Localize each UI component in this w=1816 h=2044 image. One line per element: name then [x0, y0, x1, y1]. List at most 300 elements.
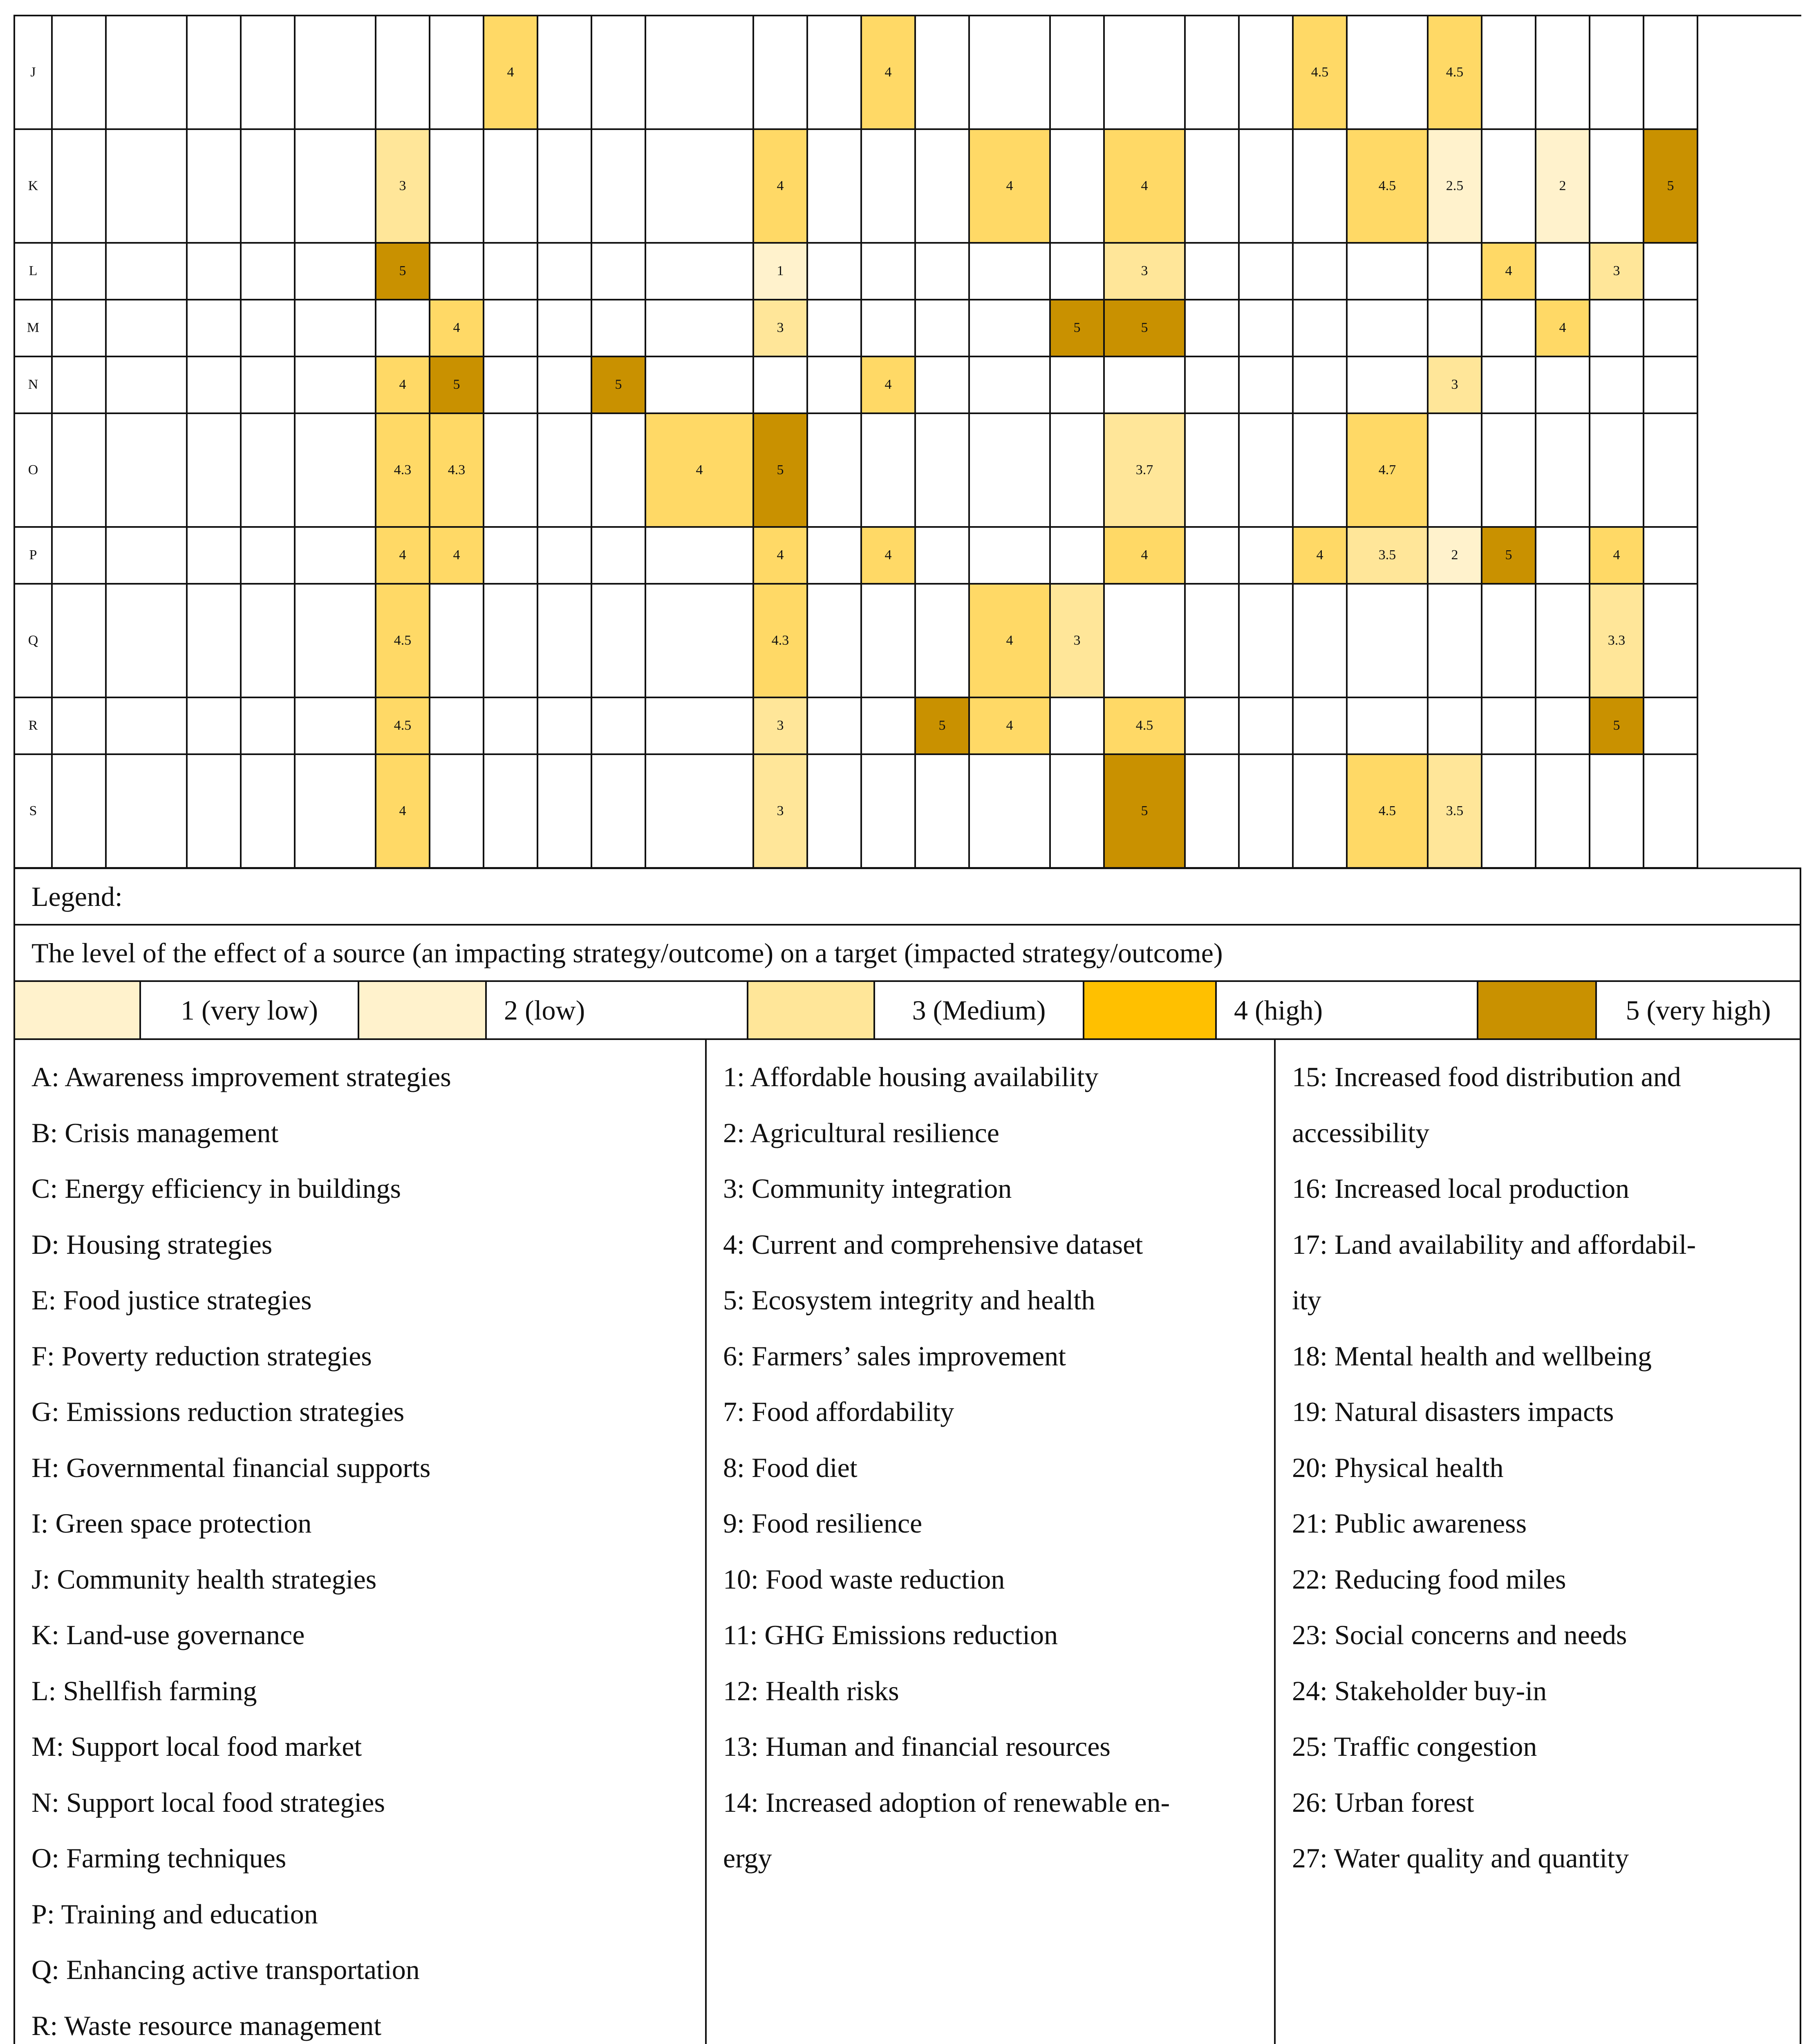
matrix-empty-cell	[970, 528, 1051, 585]
matrix-value-cell: 4.5	[1348, 130, 1429, 244]
matrix-empty-cell	[862, 698, 916, 755]
matrix-empty-cell	[1644, 755, 1698, 869]
legend-description: The level of the effect of a source (an impacting strategy/outcome) on a target (impacted strategy/outcome)	[31, 937, 1223, 968]
key-item: 10: Food waste reduction	[723, 1563, 1005, 1595]
matrix-empty-cell	[808, 585, 862, 698]
matrix-empty-cell	[1294, 357, 1348, 414]
matrix-empty-cell	[592, 244, 646, 300]
matrix-empty-cell	[646, 130, 754, 244]
matrix-empty-cell	[1536, 244, 1590, 300]
key-item: G: Emissions reduction strategies	[31, 1396, 405, 1427]
matrix-empty-cell	[538, 698, 592, 755]
key-item: 3: Community integration	[723, 1173, 1012, 1204]
key-item: O: Farming techniques	[31, 1842, 287, 1874]
key-item-line: ity	[1292, 1284, 1321, 1316]
matrix-value-cell: 4	[376, 755, 430, 869]
outcomes-key-column-1	[705, 1040, 1274, 2044]
matrix-value-cell: 4	[862, 528, 916, 585]
matrix-empty-cell	[970, 755, 1051, 869]
matrix-empty-cell	[296, 357, 376, 414]
matrix-value-cell: 4	[754, 130, 808, 244]
matrix-value-cell: 4.3	[754, 585, 808, 698]
matrix-value-cell: 5	[1105, 300, 1186, 357]
key-item: 1: Affordable housing availability	[723, 1061, 1099, 1092]
matrix-empty-cell	[538, 528, 592, 585]
matrix-value-cell: 4	[484, 16, 538, 130]
matrix-empty-cell	[1536, 357, 1590, 414]
matrix-empty-cell	[1644, 414, 1698, 528]
matrix-empty-cell	[1482, 414, 1536, 528]
matrix-value-cell: 3	[1590, 244, 1644, 300]
matrix-empty-cell	[1294, 755, 1348, 869]
matrix-empty-cell	[188, 244, 242, 300]
matrix-empty-cell	[1051, 130, 1105, 244]
matrix-empty-cell	[296, 528, 376, 585]
matrix-value-cell: 3.5	[1429, 755, 1482, 869]
row-label: Q	[15, 585, 53, 698]
matrix-empty-cell	[1186, 130, 1240, 244]
matrix-empty-cell	[862, 244, 916, 300]
matrix-empty-cell	[107, 130, 188, 244]
matrix-empty-cell	[1348, 357, 1429, 414]
key-item: P: Training and education	[31, 1898, 318, 1930]
matrix-empty-cell	[242, 414, 296, 528]
matrix-empty-cell	[646, 244, 754, 300]
matrix-value-cell: 4	[646, 414, 754, 528]
matrix-empty-cell	[1240, 244, 1294, 300]
matrix-empty-cell	[242, 585, 296, 698]
matrix-empty-cell	[107, 528, 188, 585]
matrix-empty-cell	[1051, 16, 1105, 130]
matrix-empty-cell	[53, 585, 107, 698]
matrix-empty-cell	[242, 300, 296, 357]
matrix-empty-cell	[484, 698, 538, 755]
matrix-value-cell: 4.5	[1105, 698, 1186, 755]
matrix-empty-cell	[1105, 357, 1186, 414]
matrix-value-cell: 3	[376, 130, 430, 244]
matrix-empty-cell	[107, 16, 188, 130]
matrix-empty-cell	[296, 130, 376, 244]
matrix-value-cell: 4	[862, 357, 916, 414]
matrix-empty-cell	[1051, 698, 1105, 755]
row-label: R	[15, 698, 53, 755]
key-item: 20: Physical health	[1292, 1452, 1504, 1483]
matrix-empty-cell	[484, 585, 538, 698]
matrix-empty-cell	[646, 300, 754, 357]
matrix-value-cell: 4	[376, 528, 430, 585]
matrix-empty-cell	[1240, 528, 1294, 585]
key-item: F: Poverty reduction strategies	[31, 1340, 372, 1372]
matrix-empty-cell	[188, 528, 242, 585]
matrix-empty-cell	[242, 244, 296, 300]
matrix-empty-cell	[188, 300, 242, 357]
matrix-value-cell: 2.5	[1429, 130, 1482, 244]
matrix-value-cell: 5	[916, 698, 970, 755]
matrix-value-cell: 3	[754, 300, 808, 357]
key-item: R: Waste resource management	[31, 2010, 382, 2041]
matrix-empty-cell	[188, 755, 242, 869]
matrix-empty-cell	[538, 16, 592, 130]
key-item: 4: Current and comprehensive dataset	[723, 1228, 1143, 1260]
matrix-empty-cell	[1186, 300, 1240, 357]
matrix-empty-cell	[430, 755, 484, 869]
matrix-empty-cell	[242, 16, 296, 130]
matrix-empty-cell	[430, 130, 484, 244]
matrix-empty-cell	[1536, 755, 1590, 869]
scale-label-very-low: 1 (very low)	[141, 982, 359, 1038]
key-item: 21: Public awareness	[1292, 1508, 1527, 1539]
matrix-empty-cell	[53, 528, 107, 585]
matrix-empty-cell	[646, 357, 754, 414]
matrix-empty-cell	[242, 755, 296, 869]
matrix-empty-cell	[107, 414, 188, 528]
matrix-value-cell: 2	[1536, 130, 1590, 244]
matrix-empty-cell	[1590, 16, 1644, 130]
matrix-value-cell: 3	[754, 698, 808, 755]
matrix-empty-cell	[916, 414, 970, 528]
matrix-empty-cell	[1644, 585, 1698, 698]
matrix-empty-cell	[484, 528, 538, 585]
key-item: C: Energy efficiency in buildings	[31, 1173, 401, 1204]
matrix-empty-cell	[484, 300, 538, 357]
matrix-empty-cell	[1482, 698, 1536, 755]
swatch-high	[1084, 982, 1217, 1038]
key-item: Q: Enhancing active transportation	[31, 1954, 420, 1985]
matrix-value-cell: 3	[1051, 585, 1105, 698]
matrix-empty-cell	[916, 585, 970, 698]
matrix-empty-cell	[1294, 300, 1348, 357]
matrix-value-cell: 4	[430, 528, 484, 585]
matrix-empty-cell	[1348, 244, 1429, 300]
matrix-empty-cell	[430, 16, 484, 130]
matrix-empty-cell	[1429, 300, 1482, 357]
matrix-empty-cell	[296, 244, 376, 300]
matrix-empty-cell	[916, 130, 970, 244]
matrix-empty-cell	[1294, 585, 1348, 698]
key-item-line: 15: Increased food distribution and	[1292, 1061, 1681, 1092]
key-item: 6: Farmers’ sales improvement	[723, 1340, 1066, 1372]
matrix-empty-cell	[1590, 300, 1644, 357]
matrix-empty-cell	[916, 357, 970, 414]
key-item-line: ergy	[723, 1842, 772, 1874]
matrix-empty-cell	[1482, 357, 1536, 414]
matrix-empty-cell	[970, 16, 1051, 130]
key-item: 11: GHG Emissions reduction	[723, 1619, 1058, 1650]
key-item: M: Support local food market	[31, 1731, 362, 1762]
key-item: H: Governmental financial supports	[31, 1452, 431, 1483]
matrix-empty-cell	[1240, 16, 1294, 130]
matrix-empty-cell	[808, 528, 862, 585]
matrix-empty-cell	[754, 357, 808, 414]
matrix-empty-cell	[1294, 414, 1348, 528]
matrix-empty-cell	[107, 244, 188, 300]
matrix-empty-cell	[1536, 414, 1590, 528]
matrix-empty-cell	[592, 755, 646, 869]
matrix-empty-cell	[646, 755, 754, 869]
matrix-value-cell: 5	[376, 244, 430, 300]
matrix-empty-cell	[484, 414, 538, 528]
key-item: I: Green space protection	[31, 1508, 312, 1539]
matrix-value-cell: 5	[1051, 300, 1105, 357]
matrix-empty-cell	[538, 357, 592, 414]
matrix-empty-cell	[1590, 414, 1644, 528]
matrix-empty-cell	[376, 16, 430, 130]
matrix-value-cell: 2	[1429, 528, 1482, 585]
matrix-empty-cell	[1590, 357, 1644, 414]
legend-title: Legend:	[31, 881, 123, 912]
matrix-empty-cell	[242, 528, 296, 585]
matrix-empty-cell	[1429, 585, 1482, 698]
matrix-empty-cell	[53, 244, 107, 300]
key-item: N: Support local food strategies	[31, 1786, 385, 1818]
matrix-empty-cell	[1644, 698, 1698, 755]
matrix-empty-cell	[1051, 414, 1105, 528]
matrix-value-cell: 3.5	[1348, 528, 1429, 585]
matrix-empty-cell	[1105, 16, 1186, 130]
row-label: O	[15, 414, 53, 528]
matrix-empty-cell	[1644, 528, 1698, 585]
matrix-empty-cell	[484, 357, 538, 414]
matrix-empty-cell	[376, 300, 430, 357]
matrix-empty-cell	[296, 585, 376, 698]
key-item: 16: Increased local production	[1292, 1173, 1630, 1204]
matrix-empty-cell	[430, 585, 484, 698]
matrix-empty-cell	[430, 698, 484, 755]
matrix-value-cell: 4.7	[1348, 414, 1429, 528]
matrix-empty-cell	[53, 755, 107, 869]
key-item-line: 17: Land availability and affordabil-	[1292, 1228, 1696, 1260]
matrix-value-cell: 5	[754, 414, 808, 528]
matrix-value-cell: 5	[1644, 130, 1698, 244]
matrix-empty-cell	[1240, 300, 1294, 357]
matrix-empty-cell	[916, 528, 970, 585]
key-item-line: 14: Increased adoption of renewable en-	[723, 1786, 1170, 1818]
matrix-empty-cell	[538, 585, 592, 698]
matrix-value-cell: 3.7	[1105, 414, 1186, 528]
matrix-value-cell: 4	[862, 16, 916, 130]
matrix-value-cell: 5	[1105, 755, 1186, 869]
key-item: B: Crisis management	[31, 1117, 279, 1148]
scale-label-very-high: 5 (very high)	[1626, 994, 1771, 1026]
matrix-empty-cell	[808, 244, 862, 300]
matrix-value-cell: 4.5	[376, 698, 430, 755]
matrix-empty-cell	[970, 414, 1051, 528]
matrix-empty-cell	[592, 130, 646, 244]
matrix-empty-cell	[916, 244, 970, 300]
matrix-empty-cell	[1186, 585, 1240, 698]
row-label: S	[15, 755, 53, 869]
matrix-empty-cell	[538, 130, 592, 244]
matrix-empty-cell	[862, 414, 916, 528]
matrix-value-cell: 4	[1105, 528, 1186, 585]
row-label: P	[15, 528, 53, 585]
key-item: 24: Stakeholder buy-in	[1292, 1675, 1547, 1706]
matrix-empty-cell	[592, 16, 646, 130]
matrix-empty-cell	[1186, 698, 1240, 755]
key-item: 26: Urban forest	[1292, 1786, 1474, 1818]
matrix-value-cell: 4	[430, 300, 484, 357]
key-item: E: Food justice strategies	[31, 1284, 312, 1316]
row-label: M	[15, 300, 53, 357]
matrix-value-cell: 4	[970, 130, 1051, 244]
matrix-empty-cell	[242, 357, 296, 414]
matrix-empty-cell	[1240, 585, 1294, 698]
legend-title-row	[13, 867, 1801, 926]
matrix-value-cell: 3	[1105, 244, 1186, 300]
matrix-empty-cell	[1482, 755, 1536, 869]
scale-label-low: 2 (low)	[487, 982, 748, 1038]
matrix-empty-cell	[53, 357, 107, 414]
matrix-empty-cell	[1482, 130, 1536, 244]
matrix-empty-cell	[1348, 16, 1429, 130]
matrix-empty-cell	[1536, 528, 1590, 585]
matrix-empty-cell	[296, 300, 376, 357]
swatch-very-low	[15, 982, 141, 1038]
matrix-empty-cell	[538, 244, 592, 300]
outcomes-key-column-2	[1274, 1040, 1800, 2044]
matrix-value-cell: 4	[1536, 300, 1590, 357]
matrix-empty-cell	[646, 16, 754, 130]
key-item: 27: Water quality and quantity	[1292, 1842, 1629, 1874]
matrix-value-cell: 4.5	[376, 585, 430, 698]
matrix-empty-cell	[916, 755, 970, 869]
matrix-value-cell: 4	[970, 585, 1051, 698]
matrix-empty-cell	[1429, 698, 1482, 755]
matrix-empty-cell	[1240, 698, 1294, 755]
matrix-empty-cell	[808, 755, 862, 869]
matrix-empty-cell	[242, 130, 296, 244]
matrix-empty-cell	[970, 300, 1051, 357]
matrix-empty-cell	[1294, 244, 1348, 300]
key-item: D: Housing strategies	[31, 1228, 273, 1260]
matrix-value-cell: 4	[754, 528, 808, 585]
matrix-empty-cell	[754, 16, 808, 130]
matrix-empty-cell	[916, 16, 970, 130]
matrix-empty-cell	[107, 755, 188, 869]
key-item: 5: Ecosystem integrity and health	[723, 1284, 1095, 1316]
matrix-empty-cell	[1590, 130, 1644, 244]
key-item: 9: Food resilience	[723, 1508, 923, 1539]
matrix-value-cell: 4	[970, 698, 1051, 755]
matrix-empty-cell	[646, 585, 754, 698]
matrix-empty-cell	[188, 698, 242, 755]
matrix-empty-cell	[430, 244, 484, 300]
matrix-empty-cell	[188, 16, 242, 130]
matrix-empty-cell	[970, 244, 1051, 300]
matrix-empty-cell	[1240, 357, 1294, 414]
matrix-empty-cell	[1644, 357, 1698, 414]
row-label: N	[15, 357, 53, 414]
swatch-medium	[748, 982, 875, 1038]
matrix-value-cell: 3.3	[1590, 585, 1644, 698]
matrix-empty-cell	[1536, 698, 1590, 755]
legend-description-row	[13, 924, 1801, 982]
matrix-empty-cell	[1240, 414, 1294, 528]
matrix-empty-cell	[808, 698, 862, 755]
matrix-empty-cell	[188, 357, 242, 414]
matrix-empty-cell	[1644, 16, 1698, 130]
matrix-empty-cell	[107, 698, 188, 755]
matrix-empty-cell	[1186, 357, 1240, 414]
swatch-very-high	[1478, 982, 1597, 1038]
key-item: 7: Food affordability	[723, 1396, 954, 1427]
matrix-empty-cell	[970, 357, 1051, 414]
matrix-empty-cell	[1186, 244, 1240, 300]
key-item: 12: Health risks	[723, 1675, 899, 1706]
matrix-empty-cell	[1186, 414, 1240, 528]
matrix-value-cell: 3	[754, 755, 808, 869]
matrix-empty-cell	[188, 130, 242, 244]
matrix-empty-cell	[188, 414, 242, 528]
matrix-empty-cell	[808, 16, 862, 130]
row-label: J	[15, 16, 53, 130]
matrix-empty-cell	[296, 414, 376, 528]
row-label: K	[15, 130, 53, 244]
matrix-value-cell: 5	[430, 357, 484, 414]
matrix-empty-cell	[1240, 755, 1294, 869]
matrix-empty-cell	[1051, 244, 1105, 300]
matrix-value-cell: 4	[1105, 130, 1186, 244]
matrix-value-cell: 5	[592, 357, 646, 414]
key-item: 18: Mental health and wellbeing	[1292, 1340, 1652, 1372]
matrix-empty-cell	[53, 300, 107, 357]
matrix-empty-cell	[1536, 585, 1590, 698]
matrix-empty-cell	[1051, 755, 1105, 869]
matrix-empty-cell	[1186, 755, 1240, 869]
matrix-empty-cell	[53, 16, 107, 130]
key-item: 22: Reducing food miles	[1292, 1563, 1566, 1595]
matrix-empty-cell	[862, 130, 916, 244]
row-label: L	[15, 244, 53, 300]
impact-matrix	[13, 15, 1801, 869]
matrix-empty-cell	[1348, 698, 1429, 755]
matrix-empty-cell	[296, 698, 376, 755]
matrix-value-cell: 4.3	[376, 414, 430, 528]
matrix-value-cell: 5	[1590, 698, 1644, 755]
matrix-value-cell: 4	[1590, 528, 1644, 585]
matrix-empty-cell	[1240, 130, 1294, 244]
matrix-empty-cell	[107, 300, 188, 357]
matrix-empty-cell	[916, 300, 970, 357]
matrix-empty-cell	[592, 300, 646, 357]
legend-scale	[13, 980, 1801, 1040]
matrix-empty-cell	[808, 357, 862, 414]
key-item: 25: Traffic congestion	[1292, 1731, 1537, 1762]
matrix-empty-cell	[296, 16, 376, 130]
matrix-empty-cell	[592, 528, 646, 585]
matrix-empty-cell	[296, 755, 376, 869]
matrix-empty-cell	[538, 300, 592, 357]
matrix-empty-cell	[808, 130, 862, 244]
matrix-empty-cell	[107, 357, 188, 414]
matrix-empty-cell	[1429, 244, 1482, 300]
matrix-empty-cell	[1482, 585, 1536, 698]
key-item: 19: Natural disasters impacts	[1292, 1396, 1614, 1427]
matrix-empty-cell	[1429, 414, 1482, 528]
matrix-empty-cell	[538, 755, 592, 869]
matrix-empty-cell	[53, 130, 107, 244]
matrix-empty-cell	[1294, 698, 1348, 755]
matrix-empty-cell	[188, 585, 242, 698]
matrix-empty-cell	[1051, 528, 1105, 585]
scale-label-high: 4 (high)	[1217, 982, 1478, 1038]
matrix-empty-cell	[1186, 528, 1240, 585]
matrix-empty-cell	[53, 698, 107, 755]
strategies-key-column	[15, 1040, 705, 2044]
key-item: L: Shellfish farming	[31, 1675, 257, 1706]
matrix-empty-cell	[1105, 585, 1186, 698]
matrix-empty-cell	[1644, 244, 1698, 300]
